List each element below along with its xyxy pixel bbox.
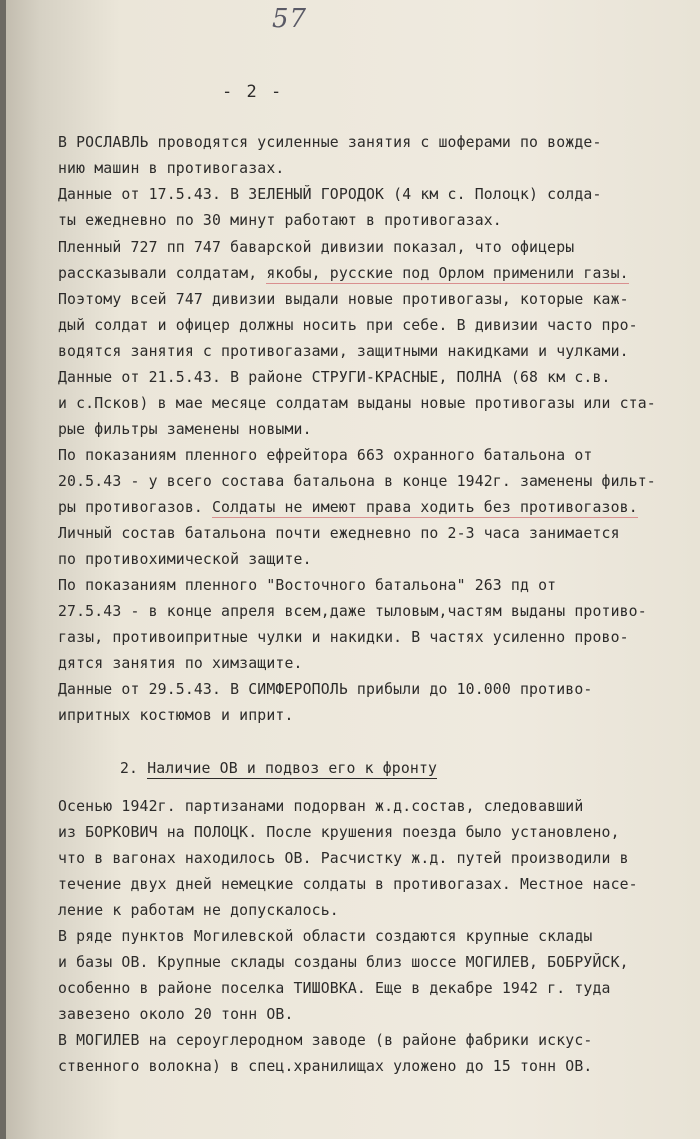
text-line: и с.Псков) в мае месяце солдатам выданы новые противогазы или ста- xyxy=(58,395,656,412)
text-line: Личный состав батальона почти ежедневно по 2-3 часа занимается xyxy=(58,525,620,542)
text-line xyxy=(58,499,638,516)
text-line: Осенью 1942г. партизанами подорван ж.д.состав, следовавший xyxy=(58,798,584,815)
text-line: из БОРКОВИЧ на ПОЛОЦК. После крушения поезда было установлено, xyxy=(58,824,620,841)
text-line: газы, противоипритные чулки и накидки. В частях усиленно прово- xyxy=(58,629,629,646)
section-heading xyxy=(120,760,437,777)
text-line: 27.5.43 - в конце апреля всем,даже тыловым,частям выданы противо- xyxy=(58,603,647,620)
text-line: что в вагонах находилось ОВ. Расчистку ж.д. путей производили в xyxy=(58,850,629,867)
text-line xyxy=(58,265,629,282)
text-line: По показаниям пленного "Восточного батальона" 263 пд от xyxy=(58,577,557,594)
text-line: Поэтому всей 747 дивизии выдали новые противогазы, которые каж- xyxy=(58,291,629,308)
text-line: дятся занятия по химзащите. xyxy=(58,655,303,672)
binding-edge xyxy=(0,0,6,1139)
text-line: Пленный 727 пп 747 баварской дивизии показал, что офицеры xyxy=(58,239,575,256)
text-line: 20.5.43 - у всего состава батальона в конце 1942г. заменены фильт- xyxy=(58,473,656,490)
section-title: Наличие ОВ и подвоз его к фронту xyxy=(147,760,438,777)
archive-folio-number: 57 xyxy=(272,4,308,34)
text-line: Данные от 17.5.43. В ЗЕЛЕНЫЙ ГОРОДОК (4 км с. Полоцк) солда- xyxy=(58,186,602,203)
text-line: ипритных костюмов и иприт. xyxy=(58,707,294,724)
text-line: В МОГИЛЕВ на сероуглеродном заводе (в районе фабрики искус- xyxy=(58,1032,593,1049)
text-line: ление к работам не допускалось. xyxy=(58,902,339,919)
text-line: нию машин в противогазах. xyxy=(58,160,285,177)
text-line: ты ежедневно по 30 минут работают в противогазах. xyxy=(58,212,502,229)
text-line: В РОСЛАВЛЬ проводятся усиленные занятия с шоферами по вожде- xyxy=(58,134,602,151)
text-line: особенно в районе поселка ТИШОВКА. Еще в декабре 1942 г. туда xyxy=(58,980,611,997)
text-line: ственного волокна) в спец.хранилищах уложено до 15 тонн ОВ. xyxy=(58,1058,593,1075)
highlighted-text: Солдаты не имеют права ходить без противогазов. xyxy=(212,499,638,516)
text-line: Данные от 29.5.43. В СИМФЕРОПОЛЬ прибыли до 10.000 противо- xyxy=(58,681,593,698)
text-line: Данные от 21.5.43. В районе СТРУГИ-КРАСНЫЕ, ПОЛНА (68 км с.в. xyxy=(58,369,611,386)
text-line: рые фильтры заменены новыми. xyxy=(58,421,312,438)
text-line: завезено около 20 тонн ОВ. xyxy=(58,1006,294,1023)
text-line: по противохимической защите. xyxy=(58,551,312,568)
text-line: дый солдат и офицер должны носить при себе. В дивизии часто про- xyxy=(58,317,638,334)
section-number: 2. xyxy=(120,760,148,777)
text-line: водятся занятия с противогазами, защитными накидками и чулками. xyxy=(58,343,629,360)
text-line: и базы ОВ. Крупные склады созданы близ шоссе МОГИЛЕВ, БОБРУЙСК, xyxy=(58,954,629,971)
highlighted-text: якобы, русские под Орлом применили газы. xyxy=(266,265,629,282)
text-line: течение двух дней немецкие солдаты в противогазах. Местное насе- xyxy=(58,876,638,893)
page-number: - 2 - xyxy=(222,82,284,102)
text-segment: рассказывали солдатам, xyxy=(58,265,267,282)
text-line: В ряде пунктов Могилевской области создаются крупные склады xyxy=(58,928,593,945)
text-line: По показаниям пленного ефрейтора 663 охранного батальона от xyxy=(58,447,593,464)
text-segment: ры противогазов. xyxy=(58,499,212,516)
